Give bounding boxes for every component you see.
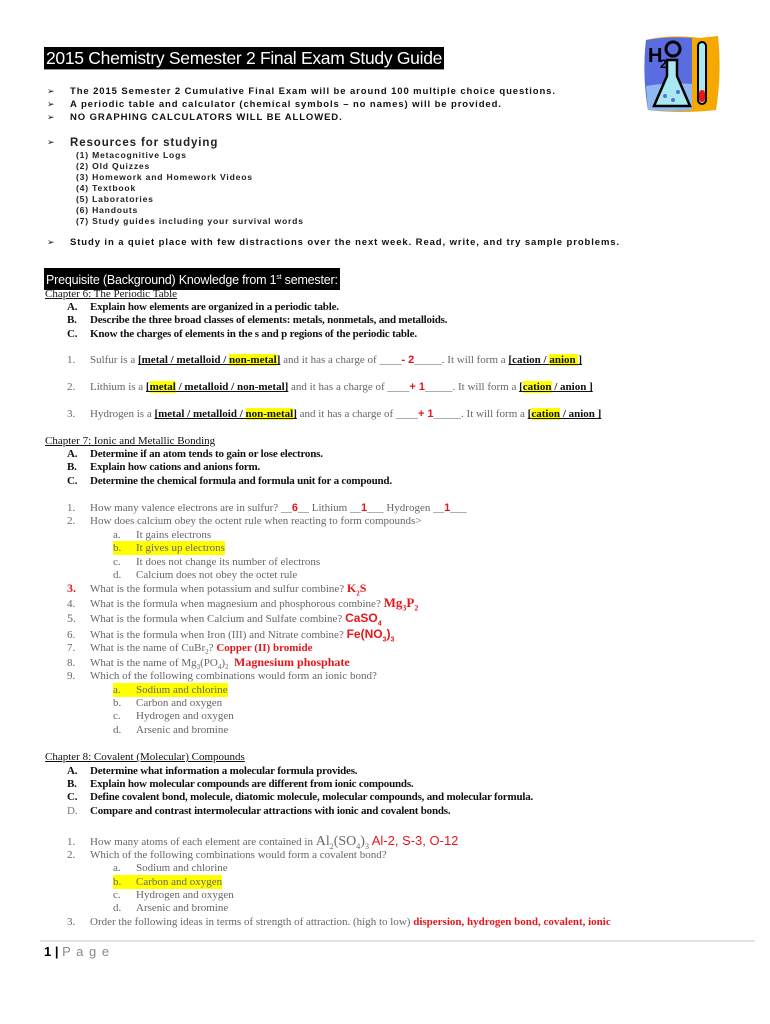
choice: c. Hydrogen and oxygen: [113, 710, 234, 722]
bullet-arrow-icon: ➢: [47, 237, 55, 247]
chapter-7-heading: Chapter 7: Ionic and Metallic Bonding: [45, 435, 216, 447]
objective: C. Determine the chemical formula and formula unit for a compound.: [67, 475, 392, 487]
resource-item: (3) Homework and Homework Videos: [76, 172, 253, 182]
question: 4. What is the formula when magnesium and phosphorous combine? $Mg_3P_2$: [67, 595, 419, 613]
bullet-arrow-icon: ➢: [47, 86, 55, 96]
objective: A. Explain how elements are organized in a periodic table.: [67, 301, 339, 313]
objective: D. Compare and contrast intermolecular attractions with ionic and covalent bonds.: [67, 805, 451, 817]
question: 8. What is the name of $Mg_3(PO_4)_2$ Magnesium phosphate: [67, 655, 350, 672]
resource-item: (4) Textbook: [76, 183, 137, 193]
question: 2. Lithium is a [metal / metalloid / non-metal] and it has a charge of ____+ 1_____. It will form a [cation / anion ]: [67, 381, 593, 393]
resource-item: (6) Handouts: [76, 205, 139, 215]
choice: c. Hydrogen and oxygen: [113, 889, 234, 901]
resource-item: (1) Metacognitive Logs: [76, 150, 187, 160]
prerequisite-banner: Prequisite (Background) Knowledge from 1st semester:: [44, 268, 340, 290]
objective: C. Define covalent bond, molecule, diatomic molecule, molecular compounds, and molecular formula.: [67, 791, 534, 803]
intro-bullet: A periodic table and calculator (chemical symbols – no names) will be provided.: [70, 99, 502, 110]
document-title: 2015 Chemistry Semester 2 Final Exam Study Guide: [46, 48, 443, 68]
objective: A. Determine if an atom tends to gain or lose electrons.: [67, 448, 323, 460]
question: 5. What is the formula when Calcium and Sulfate combine? CaSO$_4$: [67, 611, 382, 628]
chapter-8-heading: Chapter 8: Covalent (Molecular) Compounds: [45, 751, 245, 763]
choice: d. Calcium does not obey the octet rule: [113, 569, 298, 581]
intro-bullet: The 2015 Semester 2 Cumulative Final Exam will be around 100 multiple choice questions.: [70, 86, 556, 97]
question: 1. Sulfur is a [metal / metalloid / non-metal] and it has a charge of ____- 2_____. It will form a [cation / anion ]: [67, 354, 583, 366]
question: 1. How many atoms of each element are contained in $Al_2(SO_4)_3$ Al-2, S-3, O-12: [67, 833, 459, 851]
question: 7. What is the name of CuBr$_2$? Copper (II) bromide: [67, 642, 313, 657]
resource-item: (2) Old Quizzes: [76, 161, 151, 171]
svg-text:2: 2: [660, 57, 667, 71]
objective: B. Explain how molecular compounds are different from ionic compounds.: [67, 778, 414, 790]
objective: C. Know the charges of elements in the s and p regions of the periodic table.: [67, 328, 417, 340]
objective: A. Determine what information a molecular formula provides.: [67, 765, 358, 777]
study-tip: Study in a quiet place with few distractions over the next week. Read, write, and try sample problems.: [70, 237, 621, 248]
question: 9. Which of the following combinations would form an ionic bond?: [67, 670, 377, 682]
resources-heading: Resources for studying: [70, 137, 219, 149]
choice: d. Arsenic and bromine: [113, 902, 229, 914]
question: 2. How does calcium obey the octent rule when reacting to form compounds>: [67, 515, 422, 527]
page-footer: 1 | P a g e: [44, 944, 111, 959]
question: 3. Order the following ideas in terms of strength of attraction. (high to low) dispersion, hydrogen bond, covalent, ionic: [67, 916, 611, 928]
bullet-arrow-icon: ➢: [47, 99, 55, 109]
intro-bullet: NO GRAPHING CALCULATORS WILL BE ALLOWED.: [70, 112, 343, 123]
objective: B. Explain how cations and anions form.: [67, 461, 261, 473]
choice: a. It gains electrons: [113, 529, 212, 541]
chemistry-flask-icon: [640, 34, 722, 114]
icon-h2-label: H: [648, 45, 663, 67]
choice: a. Sodium and chlorine: [113, 862, 228, 874]
resource-item: (5) Laboratories: [76, 194, 154, 204]
question: 6. What is the formula when Iron (III) and Nitrate combine? $Fe(NO_3)_3$: [67, 627, 395, 644]
choice-highlighted: b. It gives up electrons: [113, 542, 225, 554]
chapter-6-heading: Chapter 6: The Periodic Table: [45, 288, 178, 300]
choice: c. It does not change its number of electrons: [113, 556, 321, 568]
question: 3. What is the formula when potassium and sulfur combine? $K_2S$: [67, 581, 367, 598]
choice: b. Carbon and oxygen: [113, 697, 223, 709]
choice-highlighted: b. Carbon and oxygen: [113, 876, 223, 888]
question: 3. Hydrogen is a [metal / metalloid / non-metal] and it has a charge of ____+ 1_____. It will form a [cation / anion ]: [67, 408, 602, 420]
choice: d. Arsenic and bromine: [113, 724, 229, 736]
question: 2. Which of the following combinations would form a covalent bond?: [67, 849, 387, 861]
choice-highlighted: a. Sodium and chlorine: [113, 684, 228, 696]
footer-divider: [40, 940, 755, 942]
bullet-arrow-icon: ➢: [47, 112, 55, 122]
bullet-arrow-icon: ➢: [47, 137, 55, 147]
objective: B. Describe the three broad classes of elements: metals, nonmetals, and metalloids.: [67, 314, 448, 326]
question: 1. How many valence electrons are in sulfur? __6__ Lithium __1___ Hydrogen __1___: [67, 502, 467, 514]
resource-item: (7) Study guides including your survival words: [76, 216, 304, 226]
